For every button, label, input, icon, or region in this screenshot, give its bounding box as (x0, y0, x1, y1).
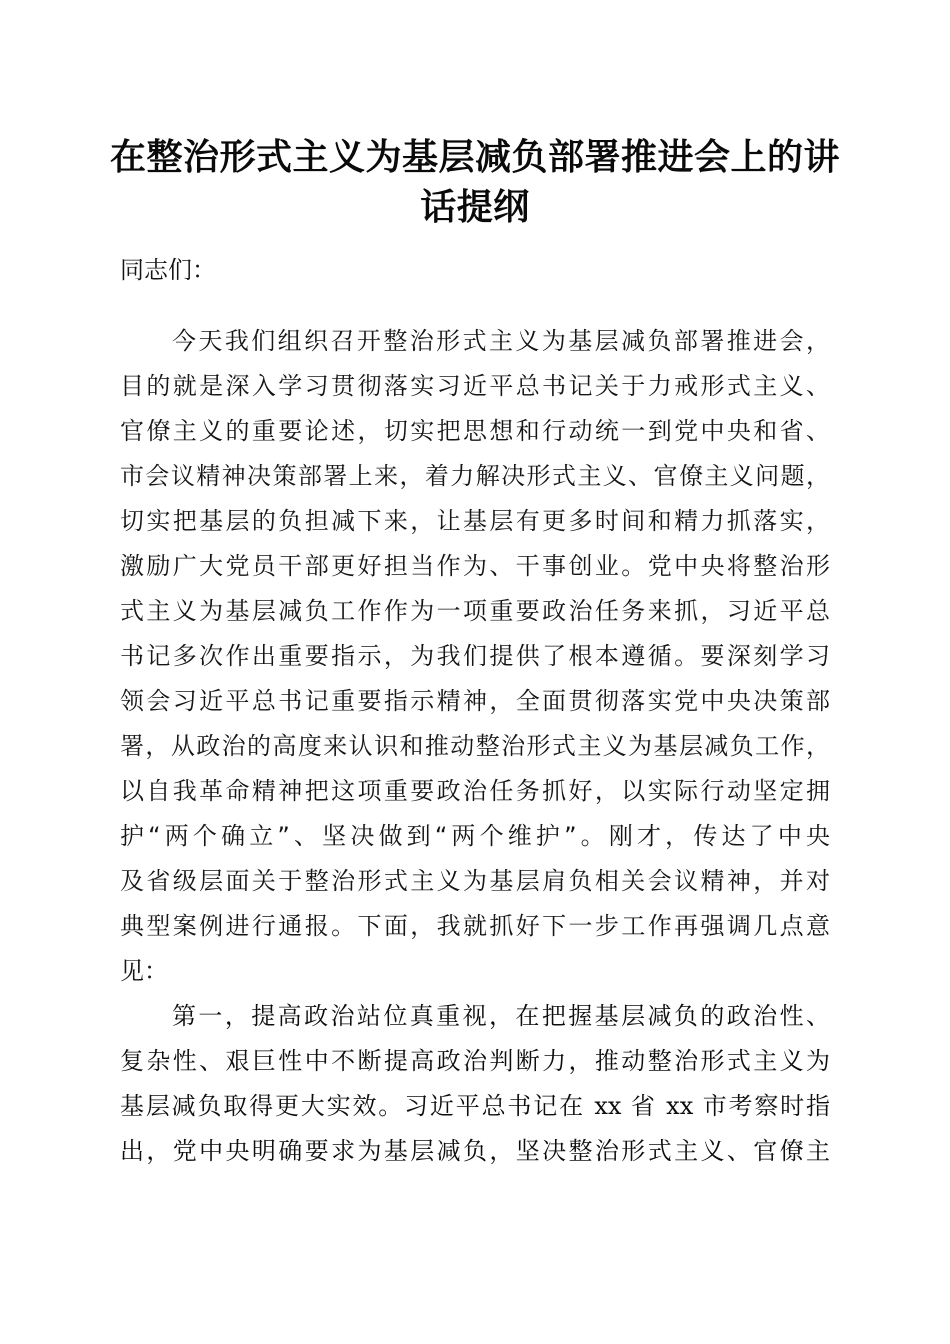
paragraph-1-line: 书记多次作出重要指示，为我们提供了根本遵循。要深刻学习 (120, 642, 830, 670)
paragraph-2-line: 基层减负取得更大实效。习近平总书记在 xx 省 xx 市考察时指 (120, 1092, 830, 1120)
paragraph-1-line: 典型案例进行通报。下面，我就抓好下一步工作再强调几点意 (120, 912, 830, 940)
paragraph-1-line: 见： (120, 957, 168, 985)
paragraph-2-line: 第一，提高政治站位真重视，在把握基层减负的政治性、 (172, 1002, 830, 1030)
paragraph-2-line: 复杂性、艰巨性中不断提高政治判断力，推动整治形式主义为 (120, 1047, 830, 1075)
paragraph-1-line: 今天我们组织召开整治形式主义为基层减负部署推进会， (172, 327, 830, 355)
paragraph-1-line: 式主义为基层减负工作作为一项重要政治任务来抓，习近平总 (120, 597, 830, 625)
document-title: 在整治形式主义为基层减负部署推进会上的讲话提纲 (110, 136, 841, 228)
paragraph-1-line: 官僚主义的重要论述，切实把思想和行动统一到党中央和省、 (120, 417, 830, 445)
salutation: 同志们： (120, 256, 216, 284)
paragraph-1-line: 领会习近平总书记重要指示精神，全面贯彻落实党中央决策部 (120, 687, 830, 715)
paragraph-1-line: 切实把基层的负担减下来，让基层有更多时间和精力抓落实， (120, 507, 830, 535)
paragraph-2-line: 出，党中央明确要求为基层减负，坚决整治形式主义、官僚主 (120, 1137, 830, 1165)
paragraph-1-line: 署，从政治的高度来认识和推动整治形式主义为基层减负工作， (120, 732, 830, 760)
paragraph-1-line: 市会议精神决策部署上来，着力解决形式主义、官僚主义问题， (120, 462, 830, 490)
paragraph-1-line: 激励广大党员干部更好担当作为、干事创业。党中央将整治形 (120, 552, 830, 580)
paragraph-1-line: 护“两个确立”、坚决做到“两个维护”。刚才，传达了中央 (120, 822, 830, 850)
paragraph-1-line: 及省级层面关于整治形式主义为基层肩负相关会议精神，并对 (120, 867, 830, 895)
paragraph-1-line: 以自我革命精神把这项重要政治任务抓好，以实际行动坚定拥 (120, 777, 830, 805)
paragraph-1-line: 目的就是深入学习贯彻落实习近平总书记关于力戒形式主义、 (120, 372, 830, 400)
